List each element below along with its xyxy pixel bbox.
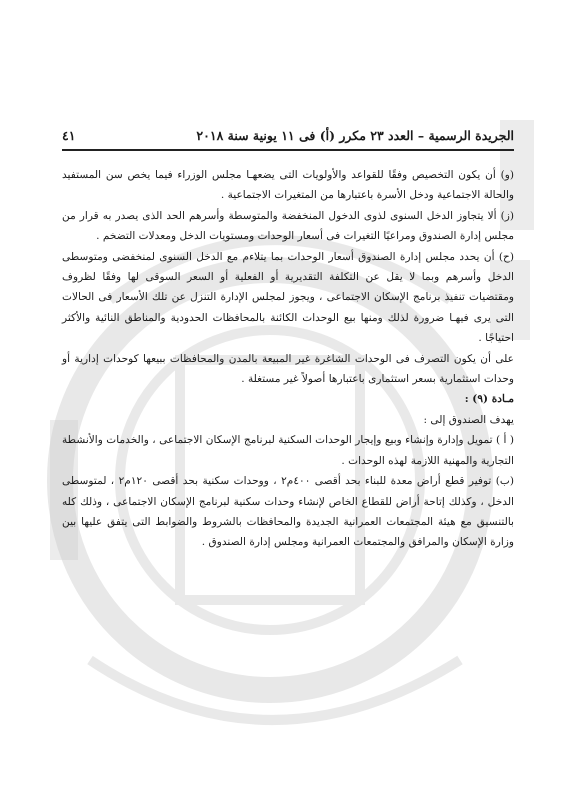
paragraph-vacant-units: على أن يكون التصرف فى الوحدات الشاغرة غير المبيعة بالمدن والمحافظات ببيعها كوحدات إدارية أو وحدات استثمارية بسعر استثمارى باعتبارها أصولاً غير مستغلة . xyxy=(62,352,514,386)
objective-alef: ( أ ) تمويل وإدارة وإنشاء وبيع وإيجار الوحدات السكنية لبرنامج الإسكان الاجتماعى ، والخدمات والأنشطة التجارية والمهنية اللازمة لهذه الوحدات . xyxy=(62,434,514,467)
document-page xyxy=(62,128,514,768)
clause-zay: (ز) ألا يتجاوز الدخل السنوى لذوى الدخول المنخفضة والمتوسطة وأسرهم الحد الذى يصدر به قرار من مجلس إدارة الصندوق ومراعيًا التغيرات فى أسعار الوحدات ومستويات الدخل ومعدلات التضخم . xyxy=(62,209,514,243)
page-number: ٤١ xyxy=(62,128,76,143)
article-heading: مـادة (٩) : xyxy=(464,393,514,406)
document-body xyxy=(62,165,514,553)
clause-ha: (ح) أن يحدد مجلس إدارة الصندوق أسعار الوحدات بما يتلاءم مع الدخل السنوى لمنخفضى ومتوسطى الدخل وأسرهم وبما لا يقل عن التكلفة التقديرية أو الفعلية أو السعر السوقى لها وفقًا لظروف ومقتضيات تنفيذ برنامج الإسكان الاجتماعى ، ويجوز لمجلس الإدارة التنزل عن تلك الأسعار فى الحالات التى يرى فيهـا ضرورة لذلك ومنها بيع الوحدات الكائنة بالمحافظات الحدودية والمناطق النائية والأكثر احتياجًا . xyxy=(62,250,514,345)
page-header xyxy=(62,128,514,151)
fund-objectives-intro: يهدف الصندوق إلى : xyxy=(423,413,514,426)
clause-waw: (و) أن يكون التخصيص وفقًا للقواعد والأولويات التى يضعهـا مجلس الوزراء فيما يخص سن المستفيد والحالة الاجتماعية ودخل الأسرة باعتبارها من المتغيرات الاجتماعية . xyxy=(62,169,514,202)
objective-ba: (ب) توفير قطع أراض معدة للبناء بحد أقصى ٤٠٠م٢ ، ووحدات سكنية بحد أقصى ١٢٠م٢ ، لمتوسطى الدخل ، وكذلك إتاحة أراض للقطاع الخاص لإنشاء وحدات سكنية لبرنامج الإسكان الاجتماعى ، وذلك كله بالتنسيق مع هيئة المجتمعات العمرانية الجديدة والمحافظات بالشروط والضوابط التى يتفق عليها بين وزارة الإسكان والمرافق والمجتمعات العمرانية ومجلس إدارة الصندوق . xyxy=(62,475,514,549)
gazette-title: الجريدة الرسمية – العدد ٢٣ مكرر (أ) فى ١١ يونية سنة ٢٠١٨ xyxy=(196,128,514,143)
